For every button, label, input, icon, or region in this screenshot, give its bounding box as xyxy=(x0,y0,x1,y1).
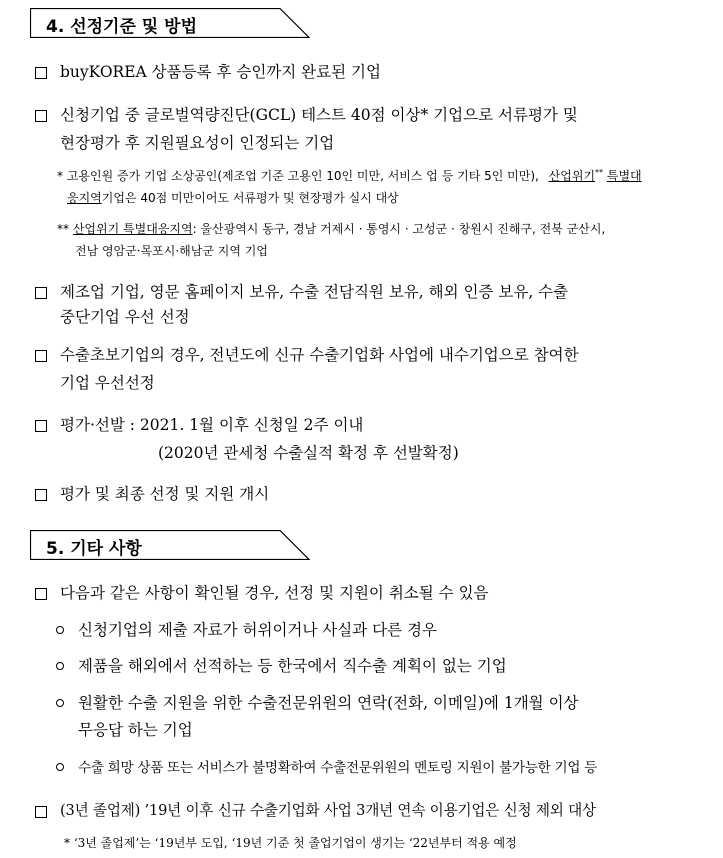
criteria-note-2-line2: 전남 영암군·목포시·해남군 지역 기업 xyxy=(75,244,268,258)
bullet-circle-icon xyxy=(56,699,64,707)
criteria-note-2-line1 xyxy=(57,220,605,237)
bullet-circle-icon xyxy=(56,626,64,634)
criteria-note-1-line2 xyxy=(67,189,399,206)
note1-text-line2-b: 기업은 40점 미만이어도 서류평가 및 현장평가 실시 대상 xyxy=(101,191,399,205)
note1-text-a: * 고용인원 증가 기업 소상공인(제조업 기준 고용인 10인 미만, 서비스 업 등 기타 5인 미만), xyxy=(57,169,539,183)
checkbox-icon xyxy=(35,287,47,299)
checkbox-icon xyxy=(35,110,47,122)
other-item-1: 다음과 같은 사항이 확인될 경우, 선정 및 지원이 취소될 수 있음 xyxy=(60,584,489,602)
checkbox-icon xyxy=(35,806,47,818)
criteria-item-1: buyKOREA 상품등록 후 승인까지 완료된 기업 xyxy=(60,63,381,81)
checkbox-icon xyxy=(35,350,47,362)
other-sub-2: 제품을 해외에서 선적하는 등 한국에서 직수출 계획이 없는 기업 xyxy=(78,657,507,675)
checkbox-icon xyxy=(35,67,47,79)
note2-marker: ** xyxy=(57,222,73,236)
criteria-item-5-line2: (2020년 관세청 수출실적 확정 후 선발확정) xyxy=(158,444,459,462)
criteria-note-1-line1 xyxy=(57,167,642,184)
checkbox-icon xyxy=(35,588,47,600)
note2-region-label: 산업위기 특별대응지역 xyxy=(72,222,193,236)
checkbox-icon xyxy=(35,420,47,432)
criteria-item-3-line2: 중단기업 우선 선정 xyxy=(60,308,190,326)
section4-header xyxy=(30,8,310,38)
section5-header xyxy=(30,530,310,560)
criteria-item-2-line2: 현장평가 후 지원필요성이 인정되는 기업 xyxy=(60,134,335,152)
criteria-item-5-line1: 평가·선발 : 2021. 1월 이후 신청일 2주 이내 xyxy=(60,416,364,434)
section4-title: 4. 선정기준 및 방법 xyxy=(46,17,197,37)
checkbox-icon xyxy=(35,489,47,501)
criteria-item-6: 평가 및 최종 선정 및 지원 개시 xyxy=(60,485,270,503)
note1-industrial-crisis: 산업위기 xyxy=(548,169,596,183)
other-sub-4: 수출 희망 상품 또는 서비스가 불명확하여 수출전문위원의 멘토링 지원이 불가능한 기업 등 xyxy=(78,760,597,776)
other-sub-3-line1: 원활한 수출 지원을 위한 수출전문위원의 연락(전화, 이메일)에 1개월 이상 xyxy=(78,694,579,712)
other-item-2: (3년 졸업제) ’19년 이후 신규 수출기업화 사업 3개년 연속 이용기업은 신청 제외 대상 xyxy=(60,802,596,819)
criteria-item-4-line1: 수출초보기업의 경우, 전년도에 신규 수출기업화 사업에 내수기업으로 참여한 xyxy=(60,346,579,364)
other-sub-3-line2: 무응답 하는 기업 xyxy=(78,721,193,739)
criteria-item-2-line1: 신청기업 중 글로벌역량진단(GCL) 테스트 40점 이상* 기업으로 서류평가 및 xyxy=(60,106,578,124)
other-note: * ‘3년 졸업제’는 ‘19년부 도입, ‘19년 기준 첫 졸업기업이 생기는 ‘22년부터 적용 예정 xyxy=(64,836,517,850)
bullet-circle-icon xyxy=(56,662,64,670)
note1-text-c: 특별대 xyxy=(606,169,642,183)
other-sub-1: 신청기업의 제출 자료가 허위이거나 사실과 다른 경우 xyxy=(78,621,437,639)
criteria-item-3-line1: 제조업 기업, 영문 홈페이지 보유, 수출 전담직원 보유, 해외 인증 보유, 수출 xyxy=(60,283,569,301)
note1-sup: ** xyxy=(595,168,604,177)
section5-title: 5. 기타 사항 xyxy=(46,539,142,559)
note1-text-line2-a: 응지역 xyxy=(67,191,102,205)
bullet-circle-icon xyxy=(56,763,64,771)
criteria-item-4-line2: 기업 우선선정 xyxy=(60,374,155,392)
note2-region-list: : 울산광역시 동구, 경남 거제시 · 통영시 · 고성군 · 창원시 진해구, 전북 군산시, xyxy=(192,222,606,236)
